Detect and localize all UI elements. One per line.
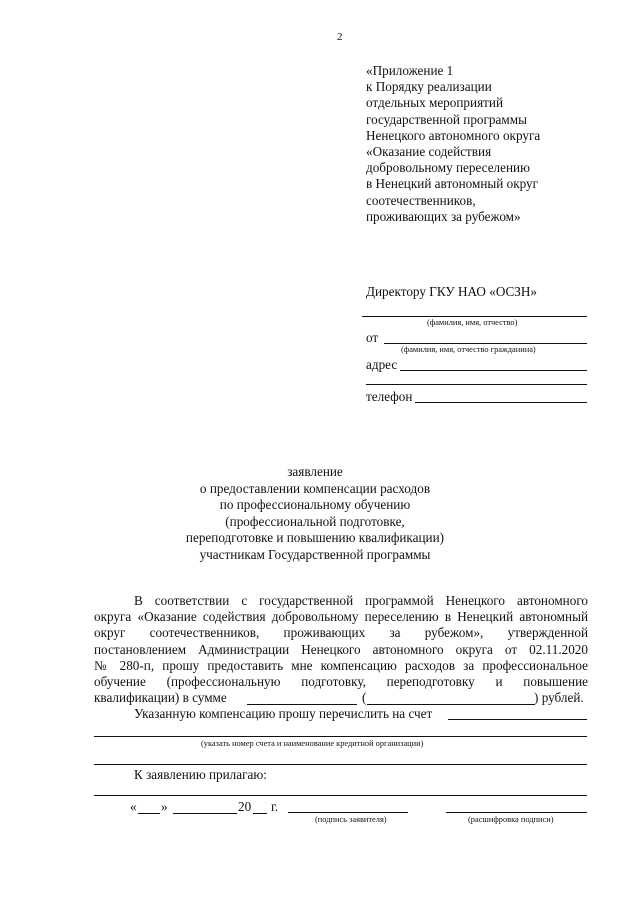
- body-line: В соответствии с государственной программой Ненецкого автономного: [134, 593, 588, 608]
- appendix-line: к Порядку реализации: [366, 79, 492, 95]
- body-line: № 280-п, прошу предоставить мне компенсацию расходов за профессиональное: [94, 657, 588, 673]
- account-field-2[interactable]: [94, 736, 587, 737]
- date-quote-close: »: [161, 799, 168, 814]
- amount-paren-open: (: [362, 690, 367, 705]
- caption-from: (фамилия, имя, отчество гражданина): [401, 345, 536, 354]
- address-line-1[interactable]: [400, 370, 587, 371]
- date-year-field[interactable]: [253, 813, 267, 814]
- title-line: (профессиональной подготовке,: [225, 513, 405, 529]
- phone-label: телефон: [366, 389, 413, 404]
- title-line: заявление: [287, 464, 343, 479]
- attach-field[interactable]: [94, 795, 587, 796]
- year-suffix: г.: [271, 799, 279, 814]
- transfer-label: Указанную компенсацию прошу перечислить на счет: [134, 706, 433, 721]
- phone-line[interactable]: [415, 402, 587, 403]
- amount-words-field[interactable]: [367, 704, 535, 705]
- caption-account: (указать номер счета и наименование кредитной организации): [201, 739, 424, 748]
- title-line: по профессиональному обучению: [219, 497, 411, 512]
- date-quote-open: «: [130, 799, 137, 814]
- signature-field[interactable]: [288, 812, 408, 813]
- address-line-2[interactable]: [366, 384, 587, 385]
- signature-decoding-field[interactable]: [446, 812, 587, 813]
- body-line: обучение (профессиональную подготовку, переподготовку и повышение: [94, 673, 588, 689]
- year-prefix: 20: [238, 799, 252, 814]
- appendix-line: проживающих за рубежом»: [366, 208, 521, 224]
- amount-label: квалификации) в сумме: [94, 690, 227, 705]
- appendix-line: отдельных мероприятий: [366, 95, 504, 111]
- director-addressee: Директору ГКУ НАО «ОСЗН»: [366, 284, 538, 299]
- appendix-line: «Приложение 1: [366, 63, 454, 78]
- from-label: от: [366, 330, 379, 345]
- page-number: 2: [337, 31, 343, 43]
- date-day-field[interactable]: [138, 813, 160, 814]
- appendix-line: соотечественников,: [366, 192, 476, 208]
- title-line: участникам Государственной программы: [199, 546, 431, 562]
- appendix-line: государственной программы: [366, 111, 527, 127]
- amount-field[interactable]: [247, 704, 357, 705]
- caption-signature: (подпись заявителя): [315, 815, 387, 824]
- account-field-1[interactable]: [448, 719, 587, 720]
- body-line: постановлением Администрации Ненецкого автономного округа от 02.11.2020: [94, 641, 588, 657]
- caption-director: (фамилия, имя, отчество): [427, 318, 518, 327]
- director-name-line[interactable]: [362, 316, 587, 317]
- body-line: округа «Оказание содействия добровольному переселению в Ненецкий автономный: [94, 609, 588, 625]
- appendix-line: добровольному переселению: [366, 160, 530, 176]
- title-line: переподготовке и повышению квалификации): [185, 530, 445, 545]
- from-name-line[interactable]: [384, 343, 587, 344]
- appendix-line: в Ненецкий автономный округ: [366, 176, 539, 192]
- appendix-line: Ненецкого автономного округа: [366, 127, 541, 143]
- body-line: округ соотечественников, проживающих за рубежом», утвержденной: [94, 625, 588, 641]
- account-field-3[interactable]: [94, 764, 587, 765]
- caption-decoding: (расшифровка подписи): [468, 815, 554, 824]
- appendix-line: «Оказание содействия: [366, 144, 492, 160]
- address-label: адрес: [366, 357, 398, 372]
- application-body: [94, 593, 588, 690]
- title-line: о предоставлении компенсации расходов: [199, 480, 431, 496]
- date-month-field[interactable]: [173, 813, 237, 814]
- appendix-header: [366, 63, 540, 225]
- amount-currency: ) рублей.: [534, 690, 584, 705]
- document-title: [150, 464, 480, 563]
- attach-label: К заявлению прилагаю:: [134, 767, 267, 782]
